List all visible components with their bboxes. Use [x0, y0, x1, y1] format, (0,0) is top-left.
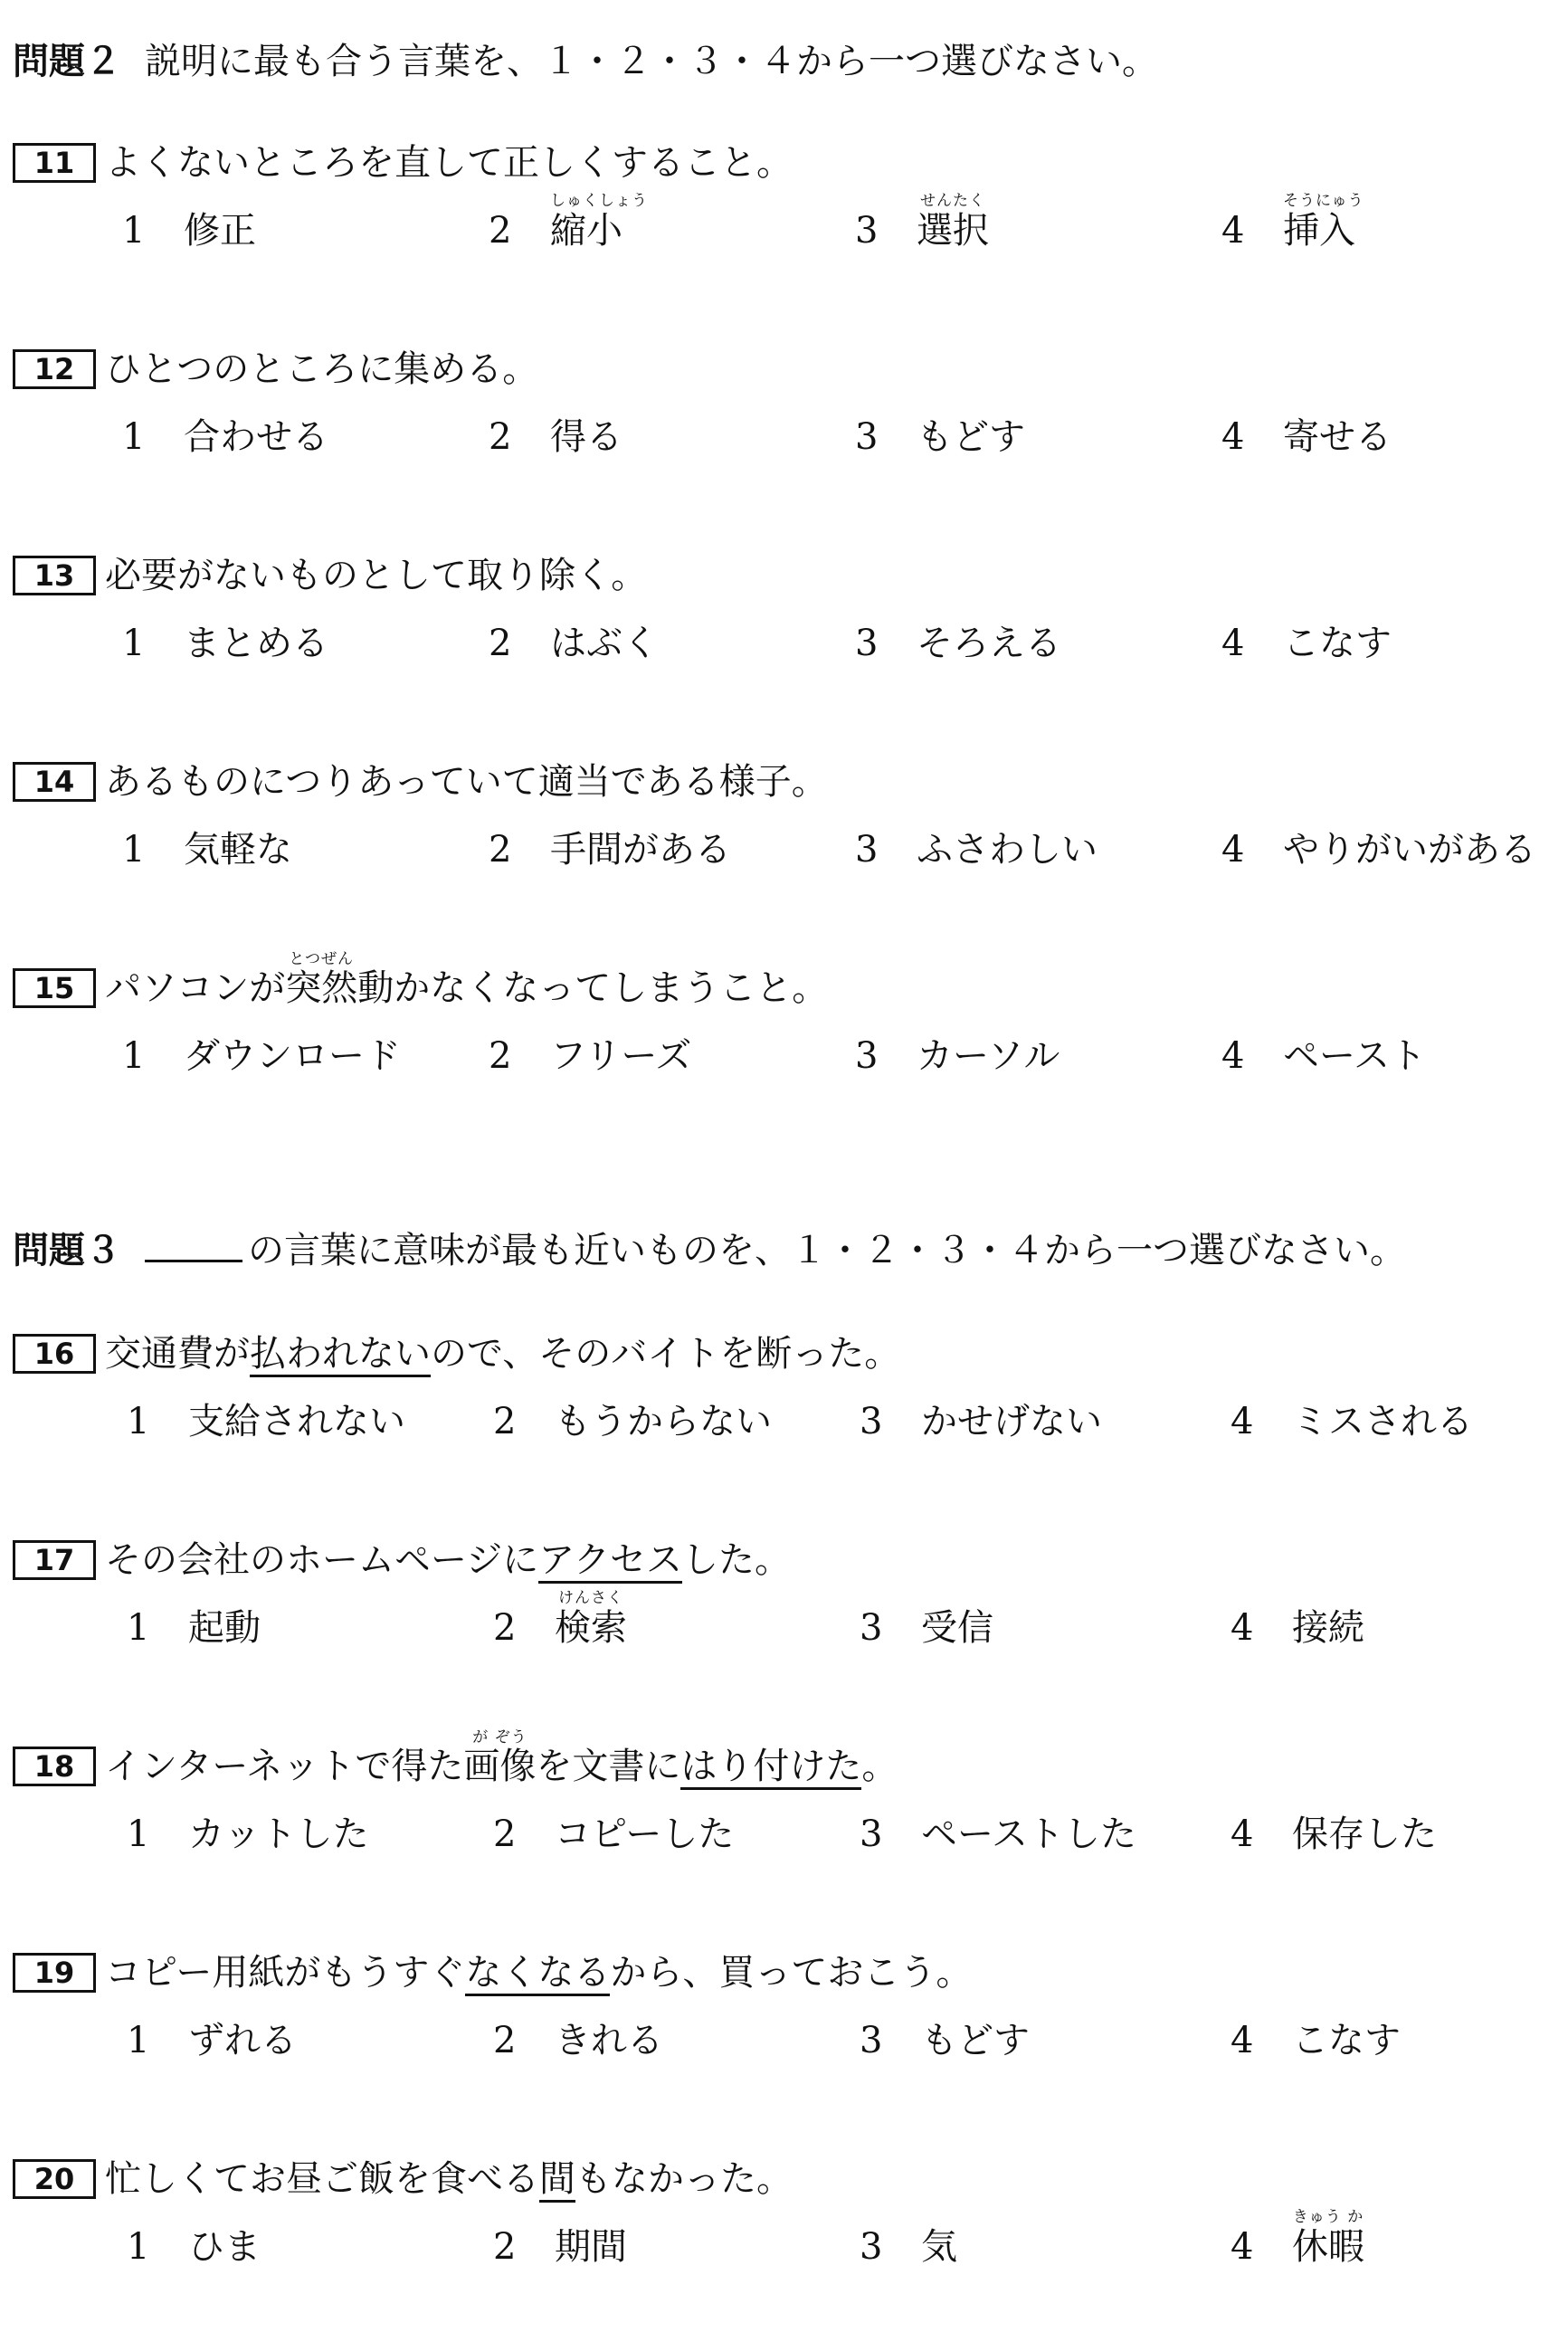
option-number: 1 [127, 1813, 150, 1855]
option-text: もどす [921, 2020, 1030, 2061]
question-15 [0, 950, 1568, 1160]
option-text: きゅう か 休暇 [1292, 2208, 1364, 2268]
question-number: 14 [13, 762, 96, 802]
option-4[interactable] [1231, 2009, 1401, 2072]
option-number: 2 [489, 416, 512, 458]
question-stem [13, 2152, 793, 2206]
option-3[interactable] [855, 1024, 1060, 1088]
option-number: 3 [860, 1813, 883, 1855]
option-text: 合わせる [184, 416, 328, 458]
question-text: インターネットで得た が ぞう 画像を文書にはり付けた。 [105, 1746, 898, 1787]
option-3[interactable] [855, 818, 1098, 881]
option-number: 1 [122, 1035, 146, 1077]
option-number: 1 [127, 2020, 150, 2061]
question-stem [13, 1946, 972, 2000]
option-number: 3 [860, 1401, 883, 1442]
option-number: 3 [860, 2020, 883, 2061]
question-text: 交通費が払われないので、そのバイトを断った。 [105, 1333, 900, 1377]
furigana: そうにゅう [1283, 192, 1364, 210]
option-text: ずれる [188, 2020, 297, 2061]
question-number: 19 [13, 1953, 96, 1993]
option-number: 2 [489, 1035, 512, 1077]
question-text: コピー用紙がもうすぐなくなるから、買っておこう。 [105, 1952, 972, 1996]
question-20 [0, 2152, 1568, 2351]
option-text: こなす [1292, 2020, 1401, 2061]
option-number: 4 [1221, 829, 1245, 871]
option-3[interactable] [860, 1803, 1136, 1866]
question-stem [13, 1728, 898, 1794]
option-number: 4 [1221, 623, 1245, 664]
section-3-heading [13, 1223, 1406, 1278]
option-2[interactable] [493, 1390, 772, 1453]
option-number: 3 [855, 1035, 879, 1077]
option-2[interactable] [493, 2215, 627, 2279]
furigana: きゅう か [1292, 2208, 1364, 2226]
question-19 [0, 1946, 1568, 2145]
section-2-label: 問題２ [13, 41, 121, 82]
option-number: 3 [860, 2226, 883, 2268]
question-number: 12 [13, 349, 96, 389]
option-text: もどす [917, 416, 1025, 458]
option-1[interactable] [127, 1596, 261, 1660]
question-stem [13, 548, 647, 603]
option-4[interactable] [1221, 192, 1364, 262]
option-text: けんさく 検索 [555, 1589, 627, 1649]
underlined-word: アクセス [538, 1539, 682, 1584]
option-text: せんたく 選択 [917, 192, 989, 252]
question-number: 17 [13, 1540, 96, 1580]
option-3[interactable] [860, 2215, 957, 2279]
option-3[interactable] [860, 2009, 1030, 2072]
underlined-word: 払われない [250, 1333, 431, 1377]
question-text: あるものにつりあっていて適当である様子。 [105, 761, 828, 803]
option-text: そうにゅう 挿入 [1283, 192, 1364, 252]
question-13 [0, 548, 1568, 747]
option-2[interactable] [493, 2009, 663, 2072]
question-number: 11 [13, 143, 96, 183]
option-3[interactable] [860, 1390, 1102, 1453]
option-text: 得る [550, 416, 622, 458]
question-number: 15 [13, 968, 96, 1008]
option-number: 3 [860, 1607, 883, 1649]
furigana: しゅくしょう [550, 192, 648, 210]
option-number: 4 [1221, 210, 1245, 252]
option-1[interactable] [122, 199, 256, 262]
question-stem [13, 342, 538, 396]
question-17 [0, 1533, 1568, 1732]
question-number: 16 [13, 1334, 96, 1374]
question-11 [0, 136, 1568, 335]
option-text: コピーした [555, 1813, 735, 1855]
option-text: かせげない [921, 1401, 1102, 1442]
option-number: 2 [493, 1607, 517, 1649]
option-text: フリーズ [550, 1035, 692, 1077]
option-4[interactable] [1231, 1596, 1364, 1660]
furigana: けんさく [558, 1589, 623, 1607]
option-number: 4 [1231, 2226, 1254, 2268]
question-12 [0, 342, 1568, 541]
option-1[interactable] [127, 1803, 369, 1866]
option-2[interactable] [493, 1803, 734, 1866]
option-2[interactable] [489, 1024, 691, 1088]
option-text: 手間がある [550, 829, 731, 871]
option-text: 支給されない [188, 1401, 405, 1442]
option-text: まとめる [184, 623, 328, 664]
option-text: 接続 [1292, 1607, 1364, 1649]
question-stem [13, 1327, 900, 1381]
option-text: 保存した [1292, 1813, 1437, 1855]
question-16 [0, 1327, 1568, 1526]
option-1[interactable] [122, 612, 328, 675]
option-1[interactable] [127, 2009, 297, 2072]
option-1[interactable] [122, 818, 292, 881]
option-1[interactable] [122, 405, 328, 469]
option-number: 3 [855, 210, 879, 252]
option-number: 1 [122, 623, 146, 664]
option-text: ペーストした [921, 1813, 1136, 1855]
option-1[interactable] [127, 2215, 261, 2279]
option-2[interactable] [489, 612, 659, 675]
option-4[interactable] [1221, 612, 1392, 675]
option-number: 2 [493, 2226, 517, 2268]
question-text: その会社のホームページにアクセスした。 [105, 1539, 791, 1584]
question-text: 忙しくてお昼ご飯を食べる間もなかった。 [105, 2158, 793, 2203]
option-number: 4 [1231, 1607, 1254, 1649]
option-3[interactable] [855, 612, 1061, 675]
option-text: 受信 [921, 1607, 993, 1649]
option-2[interactable] [489, 818, 731, 881]
option-number: 4 [1231, 1401, 1254, 1442]
option-text: もうからない [555, 1401, 772, 1442]
option-number: 2 [489, 210, 512, 252]
section-2-instruction: 説明に最も合う言葉を、１・２・３・４から一つ選びなさい。 [145, 41, 1158, 82]
question-text: パソコンが とつぜん 突然動かなくなってしまうこと。 [105, 950, 829, 1009]
option-text: 起動 [188, 1607, 261, 1649]
option-text: きれる [555, 2020, 663, 2061]
option-3[interactable] [860, 1596, 993, 1660]
option-text: やりがいがある [1283, 829, 1536, 871]
option-number: 2 [493, 1401, 517, 1442]
question-stem [13, 1533, 791, 1587]
option-text: ミスされる [1292, 1401, 1473, 1442]
underlined-word: はり付けた [680, 1746, 861, 1790]
option-text: ペースト [1283, 1035, 1426, 1077]
furigana: とつぜん [289, 950, 355, 968]
option-number: 3 [855, 623, 879, 664]
option-3[interactable] [855, 192, 989, 262]
option-number: 1 [127, 2226, 150, 2268]
question-stem [13, 950, 829, 1015]
option-3[interactable] [855, 405, 1025, 469]
option-number: 1 [127, 1401, 150, 1442]
option-text: ふさわしい [917, 829, 1098, 871]
furigana: が ぞう [472, 1728, 527, 1747]
question-18 [0, 1728, 1568, 1938]
option-number: 4 [1221, 1035, 1245, 1077]
section-3-instruction: の言葉に意味が最も近いものを、１・２・３・４から一つ選びなさい。 [248, 1230, 1406, 1271]
furigana: せんたく [920, 192, 985, 210]
section-2-heading [13, 34, 1158, 89]
option-2[interactable] [489, 405, 622, 469]
option-text: 気軽な [184, 829, 292, 871]
option-number: 4 [1221, 416, 1245, 458]
question-number: 18 [13, 1747, 96, 1786]
question-text: ひとつのところに集める。 [105, 348, 539, 390]
section-3-label: 問題３ [13, 1230, 121, 1271]
option-number: 2 [489, 829, 512, 871]
option-number: 1 [122, 210, 146, 252]
option-number: 1 [122, 829, 146, 871]
option-1[interactable] [122, 1024, 401, 1088]
option-4[interactable] [1221, 1024, 1426, 1088]
option-4[interactable] [1231, 1803, 1437, 1866]
option-text: 修正 [184, 210, 256, 252]
option-number: 2 [493, 2020, 517, 2061]
question-stem [13, 755, 828, 809]
question-text: 必要がないものとして取り除く。 [105, 555, 648, 596]
option-text: ダウンロード [184, 1035, 401, 1077]
option-2[interactable] [493, 1589, 627, 1660]
question-stem [13, 136, 793, 190]
option-text: カーソル [917, 1035, 1060, 1077]
question-text: よくないところを直して正しくすること。 [105, 142, 793, 184]
option-number: 1 [127, 1607, 150, 1649]
option-number: 4 [1231, 2020, 1254, 2061]
question-number: 20 [13, 2159, 96, 2199]
question-number: 13 [13, 556, 96, 595]
option-text: こなす [1283, 623, 1392, 664]
option-text: ひま [188, 2226, 261, 2268]
option-text: しゅくしょう 縮小 [550, 192, 648, 252]
option-number: 2 [489, 623, 512, 664]
option-text: そろえる [917, 623, 1061, 664]
question-14 [0, 755, 1568, 954]
option-2[interactable] [489, 192, 648, 262]
option-text: 期間 [555, 2226, 627, 2268]
option-text: カットした [188, 1813, 369, 1855]
option-text: はぶく [550, 623, 659, 664]
option-4[interactable] [1231, 2208, 1364, 2279]
underline-blank [145, 1223, 242, 1262]
option-text: 寄せる [1283, 416, 1392, 458]
underlined-word: なくなる [465, 1952, 610, 1996]
option-1[interactable] [127, 1390, 405, 1453]
option-4[interactable] [1221, 818, 1536, 881]
option-number: 3 [855, 416, 879, 458]
underlined-word: 間 [539, 2158, 575, 2203]
option-number: 3 [855, 829, 879, 871]
option-4[interactable] [1231, 1390, 1473, 1453]
option-number: 1 [122, 416, 146, 458]
option-number: 2 [493, 1813, 517, 1855]
option-4[interactable] [1221, 405, 1392, 469]
option-text: 気 [921, 2226, 957, 2268]
option-number: 4 [1231, 1813, 1254, 1855]
